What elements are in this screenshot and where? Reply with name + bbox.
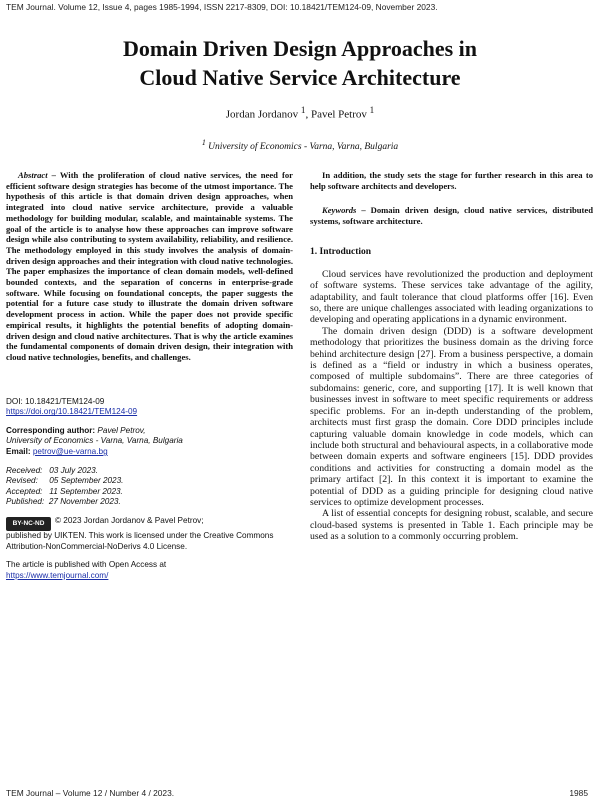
journal-link[interactable]: https://www.temjournal.com/ — [6, 570, 109, 580]
abstract-continuation: In addition, the study sets the stage for further research in this area to help software architects and developers. — [310, 170, 593, 191]
right-column — [310, 170, 593, 543]
corresponding-author-block — [6, 426, 293, 458]
doi-label: DOI: 10.18421/TEM124-09 — [6, 396, 105, 406]
date-received: Received: 03 July 2023. — [6, 465, 98, 475]
author-1: Jordan Jordanov — [225, 108, 299, 121]
affiliation-mark: 1 — [201, 138, 206, 147]
abstract-lead: Abstract — [18, 170, 48, 180]
open-access-text: The article is published with Open Access at — [6, 560, 167, 570]
date-published: Published: 27 November 2023. — [6, 497, 121, 507]
intro-paragraph-1: Cloud services have revolutionized the production and deployment of software systems. These services take advantage of the agility, adaptability, and fault tolerance that cloud platforms offer [16]. Even so, there are unique challenges associated with leading organizations to developing and operating applications in a dynamic environment. — [310, 268, 593, 326]
author-1-affil-mark: 1 — [300, 105, 306, 115]
affiliation — [0, 138, 600, 152]
license-text: published by UIKTEN. This work is licensed under the Creative Commons Attribution-NonCommercial-NoDerivs 4.0 License. — [6, 531, 274, 551]
corresponding-affiliation: University of Economics - Varna, Varna, Bulgaria — [6, 436, 183, 446]
email-link[interactable]: petrov@ue-varna.bg — [32, 447, 108, 457]
date-revised: Revised: 05 September 2023. — [6, 476, 124, 486]
keywords — [310, 205, 593, 226]
keywords-text: – Domain driven design, cloud native services, distributed systems, software architecture. — [310, 205, 593, 227]
page-number: 1985 — [569, 788, 588, 798]
license-block — [6, 516, 293, 552]
left-column — [6, 170, 293, 581]
date-accepted: Accepted: 11 September 2023. — [6, 486, 123, 496]
open-access-block — [6, 560, 293, 581]
license-line-1: © 2023 Jordan Jordanov & Pavel Petrov; — [55, 516, 204, 525]
author-separator: , — [305, 108, 311, 121]
corresponding-label: Corresponding author: — [6, 425, 96, 435]
running-header: TEM Journal. Volume 12, Issue 4, pages 1985-1994, ISSN 2217-8309, DOI: 10.18421/TEM124-09, November 2023. — [6, 2, 438, 12]
section-heading-introduction: 1. Introduction — [310, 246, 372, 257]
dates-block — [6, 466, 293, 508]
cc-license-badge: BY-NC-ND — [6, 517, 51, 531]
author-list — [0, 105, 600, 121]
author-2-affil-mark: 1 — [369, 105, 375, 115]
abstract-text: – With the proliferation of cloud native services, the need for efficient software design strategies has become of the utmost importance. The hypothesis of this article is that domain driven design approaches, when integrated into cloud native service architecture, provide a valuable methodology for building modular, scalable, and maintainable systems. The goal of the article is to analyse how these approaches can improve software design while also contributing to system availability, reliability, and resilience. The methodology employed in this study involves the analysis of domain-driven design approaches and their integration with cloud native technologies. The paper emphasizes the importance of clean domain models, well-defined bounded contexts, and the separation of concerns in enterprise-grade software. While focusing on foundational concepts, the paper suggests the potential for a future case study to illustrate the domain driven software development process in action. While the paper does not provide specific empirical results, it highlights the potential benefits of adopting domain-driven design and cloud native architectures. That is why the article examines the fundamental components of domain driven design, their integration with cloud native technologies, benefits, and challenges. — [6, 170, 293, 362]
keywords-lead: Keywords — [322, 205, 357, 216]
intro-paragraph-4: A list of essential concepts for designing robust, scalable, and secure cloud-based systems is presented in Table 1. Each principle may be used as a solution to a commonly occurring problem. — [310, 508, 593, 543]
footer-journal: TEM Journal – Volume 12 / Number 4 / 2023. — [6, 788, 175, 798]
author-2: Pavel Petrov — [310, 108, 367, 121]
title-line-1: Domain Driven Design Approaches in — [122, 36, 478, 61]
doi-block — [6, 397, 293, 418]
affiliation-text: University of Economics - Varna, Varna, Bulgaria — [208, 142, 399, 153]
paper-title — [0, 34, 600, 92]
doi-link[interactable]: https://doi.org/10.18421/TEM124-09 — [6, 407, 138, 417]
intro-paragraph-2: The domain driven design (DDD) is a software development methodology that prioritizes the business domain as the driving force behind architecture design [27]. From a business perspective, a domain is defined as a “field or industry in which a business operates, composed of multiple subdomains”. There are three categories of subdomains: generic, core, and supporting [17]. It is well known that businesses invest in software to meet specific requirements or address specific problems. For an in-depth understanding of the problem, architects must first grasp the domain. Core DDD principles include capturing valuable domain knowledge in code models, which can include both structural and behavioural aspects, in a collaborative mode between domain experts and software engineers [15]. DDD provides conditions and activities for constructing a domain model as the primary artifact [2]. In this context it is important to examine the potential of DDD as a guiding principle for designing cloud native services to optimize development processes. — [310, 325, 593, 508]
abstract — [6, 170, 293, 363]
email-label: Email: — [6, 447, 31, 457]
title-line-2: Cloud Native Service Architecture — [139, 65, 461, 90]
page-footer — [6, 788, 588, 798]
corresponding-name: Pavel Petrov, — [95, 425, 146, 435]
